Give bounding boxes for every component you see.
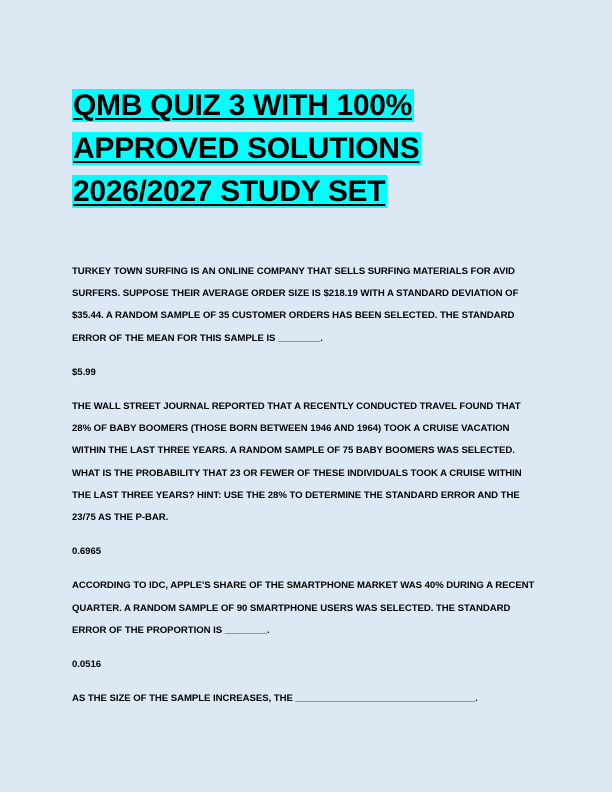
title-line-2: APPROVED SOLUTIONS — [73, 132, 420, 165]
title-line-1: QMB QUIZ 3 WITH 100% — [73, 89, 413, 122]
answer-3: 0.0516 — [72, 659, 102, 671]
question-answer-list — [72, 261, 542, 710]
document-title — [72, 84, 542, 213]
answer-2: 0.6965 — [72, 546, 102, 558]
question-2: THE WALL STREET JOURNAL REPORTED THAT A RECENTLY CONDUCTED TRAVEL FOUND THAT 28% OF BABY BOOMERS (THOSE BORN BETWEEN 1946 AND 1964) TOOK A CRUISE VACATION WITHIN THE LAST THREE YEARS. A RANDOM SAMPLE OF 75 BABY BOOMERS WAS SELECTED. WHAT IS THE PROBABILITY THAT 23 OR FEWER OF THESE INDIVIDUALS TOOK A CRUISE WITHIN THE LAST THREE YEARS? HINT: USE THE 28% TO DETERMINE THE STANDARD ERROR AND THE 23/75 AS THE P-BAR. — [72, 401, 522, 524]
answer-1: $5.99 — [72, 366, 96, 378]
title-line-3: 2026/2027 STUDY SET — [73, 175, 386, 208]
question-3: ACCORDING TO IDC, APPLE'S SHARE OF THE SMARTPHONE MARKET WAS 40% DURING A RECENT QUARTER. A RANDOM SAMPLE OF 90 SMARTPHONE USERS WAS SELECTED. THE STANDARD ERROR OF THE PROPORTION IS ________. — [72, 580, 535, 636]
question-1: TURKEY TOWN SURFING IS AN ONLINE COMPANY THAT SELLS SURFING MATERIALS FOR AVID SURFERS. SUPPOSE THEIR AVERAGE ORDER SIZE IS $218.19 WITH A STANDARD DEVIATION OF $35.44. A RANDOM SAMPLE OF 35 CUSTOMER ORDERS HAS BEEN SELECTED. THE STANDARD ERROR OF THE MEAN FOR THIS SAMPLE IS ________. — [72, 266, 519, 344]
document-page — [72, 84, 542, 710]
question-4: AS THE SIZE OF THE SAMPLE INCREASES, THE __________________________________. — [72, 693, 478, 705]
